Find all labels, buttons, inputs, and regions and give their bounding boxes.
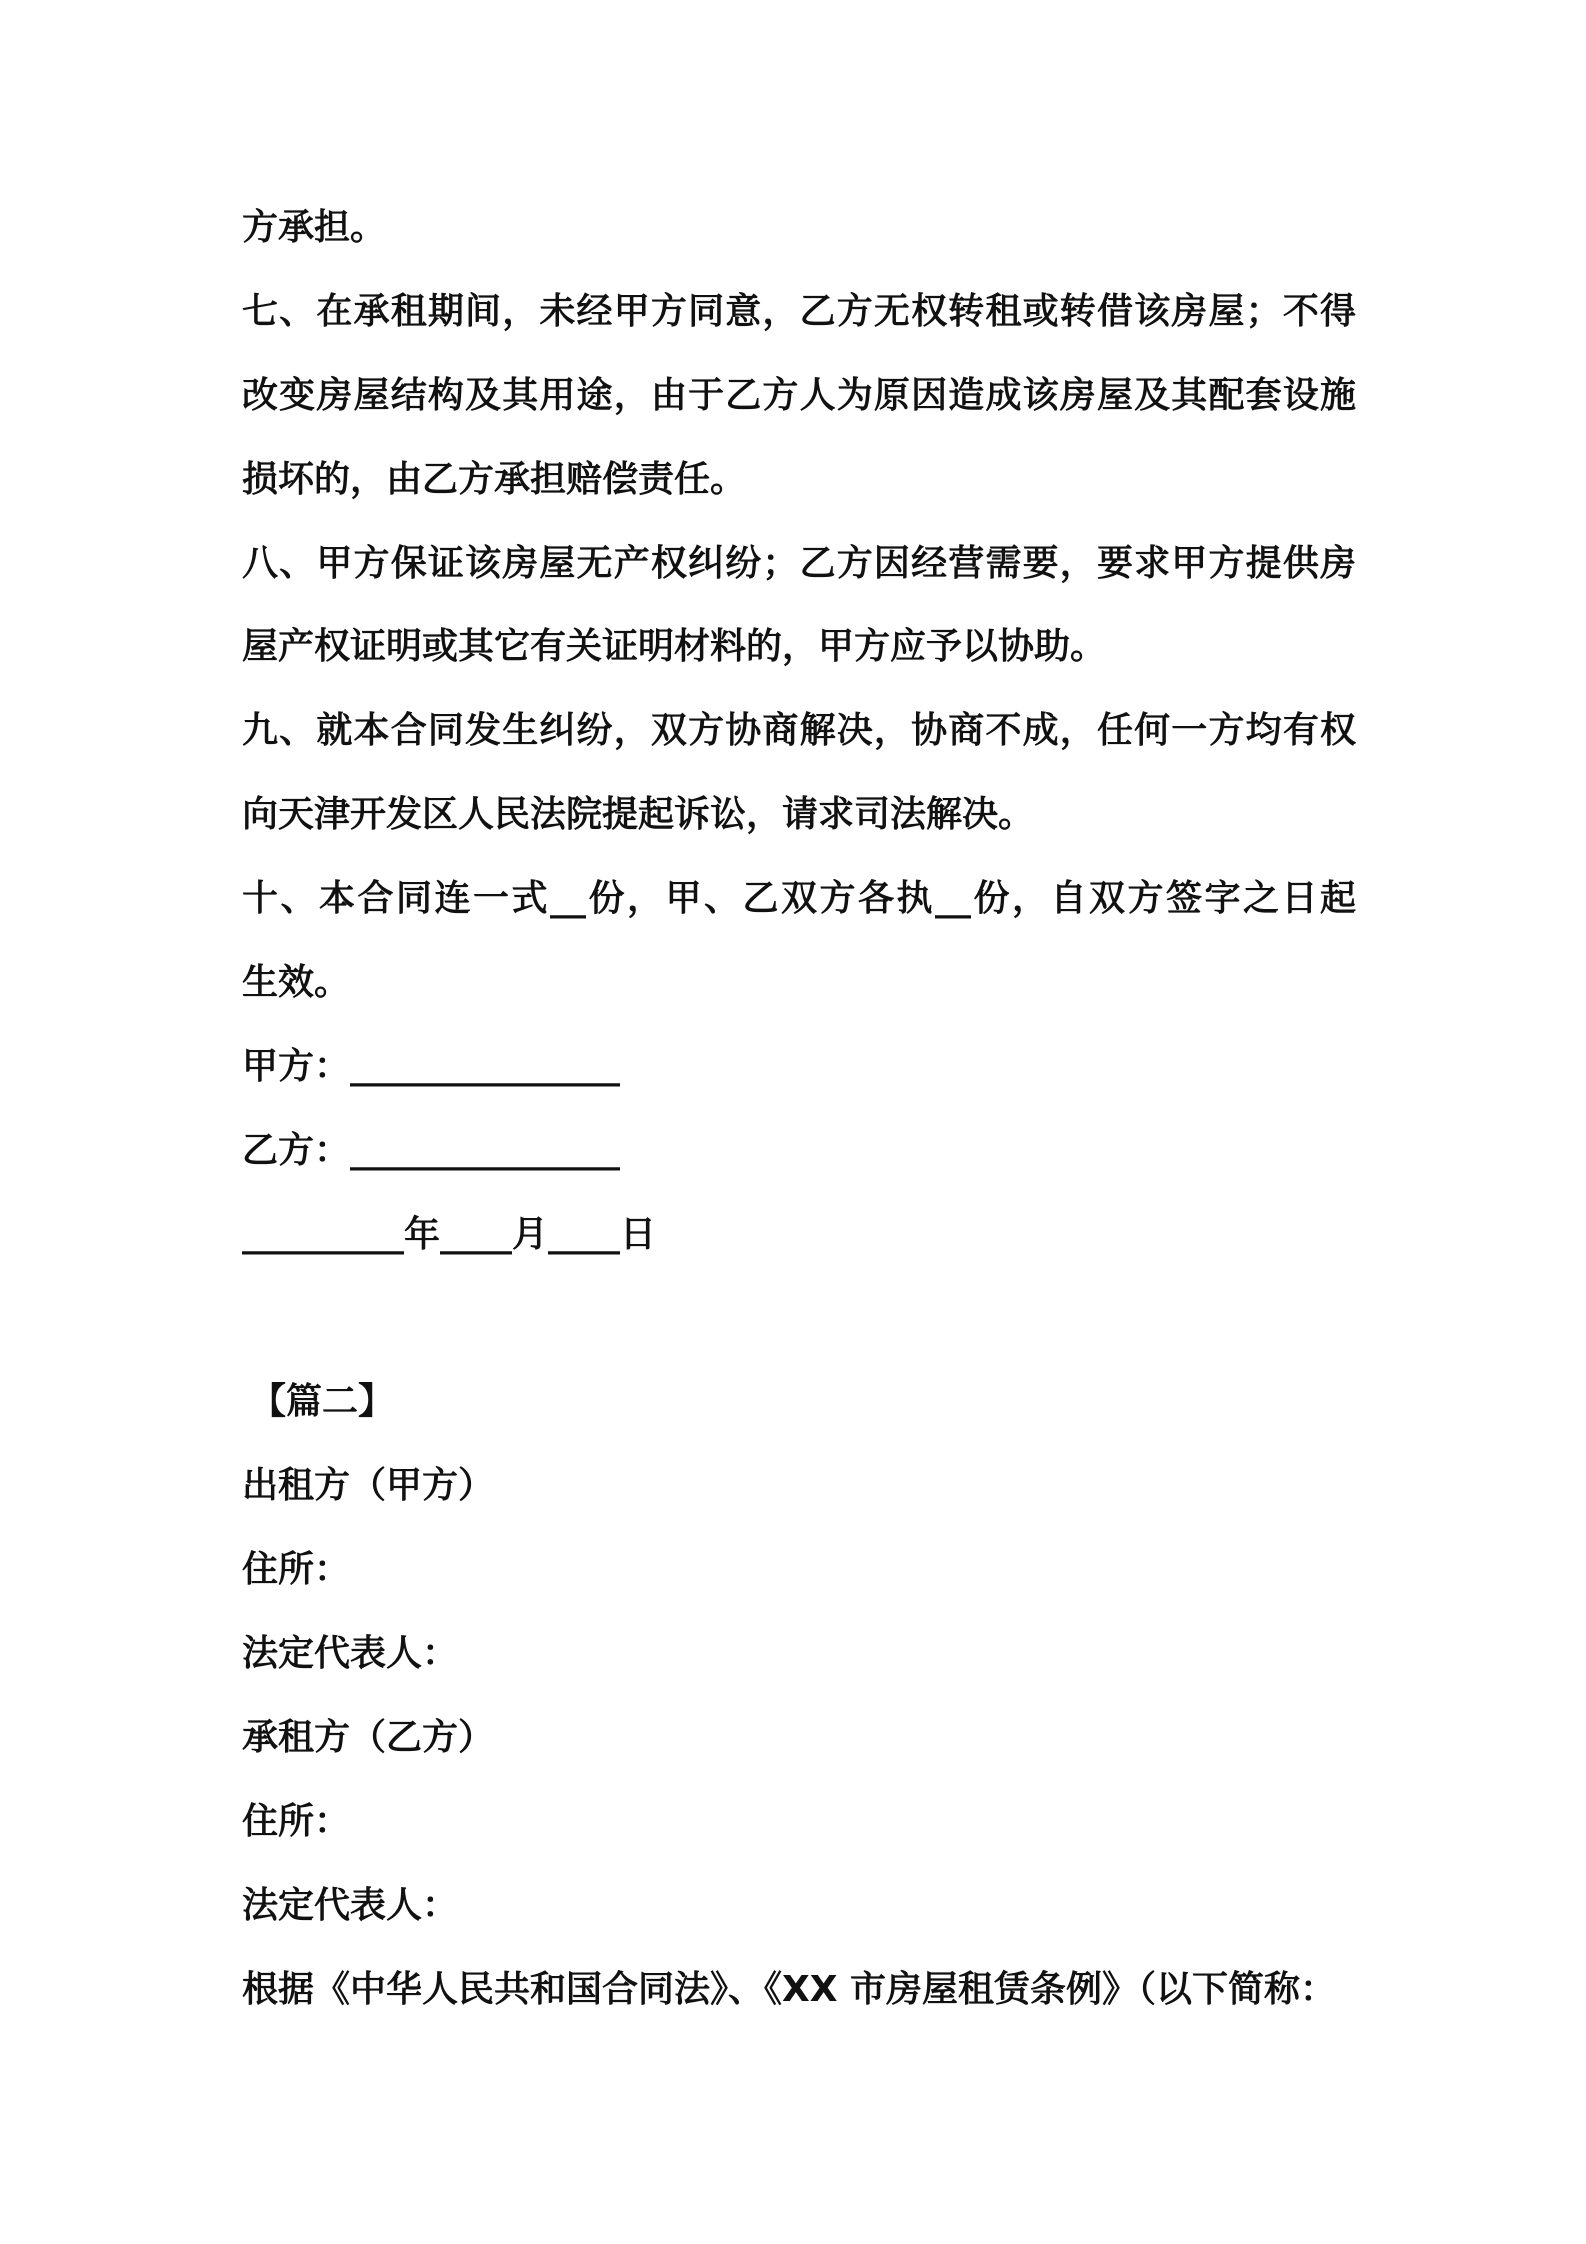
lessee-address: 住所： <box>242 1800 351 1842</box>
section-2 <box>242 1360 1356 2031</box>
preamble-line: 根据《中华人民共和国合同法》、《XX 市房屋租赁条例》（以下简称： <box>242 1968 1337 2010</box>
text-line: 七、在承租期间，未经甲方同意，乙方无权转租或转借该房屋；不得 <box>242 290 1356 332</box>
text-line: 屋产权证明或其它有关证明材料的，甲方应予以协助。 <box>242 626 1107 668</box>
party-a-signature: 甲方：_______________ <box>242 1045 621 1087</box>
spacer <box>242 1277 1356 1361</box>
text-line: 向天津开发区人民法院提起诉讼，请求司法解决。 <box>242 794 1035 836</box>
signature-block <box>242 1025 1356 1277</box>
text-line: 方承担。 <box>242 207 387 248</box>
lessee-label: 承租方（乙方） <box>242 1717 495 1759</box>
text-line: 改变房屋结构及其用途，由于乙方人为原因造成该房屋及其配套设施 <box>242 374 1356 416</box>
lessor-representative: 法定代表人： <box>242 1633 459 1675</box>
clause-8 <box>242 522 1356 690</box>
text-line: 十、本合同连一式__份，甲、乙双方各执__份，自双方签字之日起 <box>242 878 1356 920</box>
clause-9 <box>242 689 1356 857</box>
text-line: 损坏的，由乙方承担赔偿责任。 <box>242 458 747 500</box>
clause-7 <box>242 270 1356 522</box>
lessor-label: 出租方（甲方） <box>242 1465 495 1507</box>
text-line: 八、甲方保证该房屋无产权纠纷；乙方因经营需要，要求甲方提供房 <box>242 542 1356 584</box>
signature-date: _________年____月____日 <box>242 1213 656 1255</box>
clause-6-tail <box>242 186 1356 270</box>
party-b-signature: 乙方：_______________ <box>242 1129 621 1171</box>
clause-10 <box>242 857 1356 1025</box>
lessee-representative: 法定代表人： <box>242 1884 459 1926</box>
text-line: 生效。 <box>242 962 351 1004</box>
document-body <box>242 186 1356 2032</box>
text-line: 九、就本合同发生纠纷，双方协商解决，协商不成，任何一方均有权 <box>242 710 1356 752</box>
lessor-address: 住所： <box>242 1549 351 1591</box>
section-heading: 【篇二】 <box>250 1381 395 1423</box>
